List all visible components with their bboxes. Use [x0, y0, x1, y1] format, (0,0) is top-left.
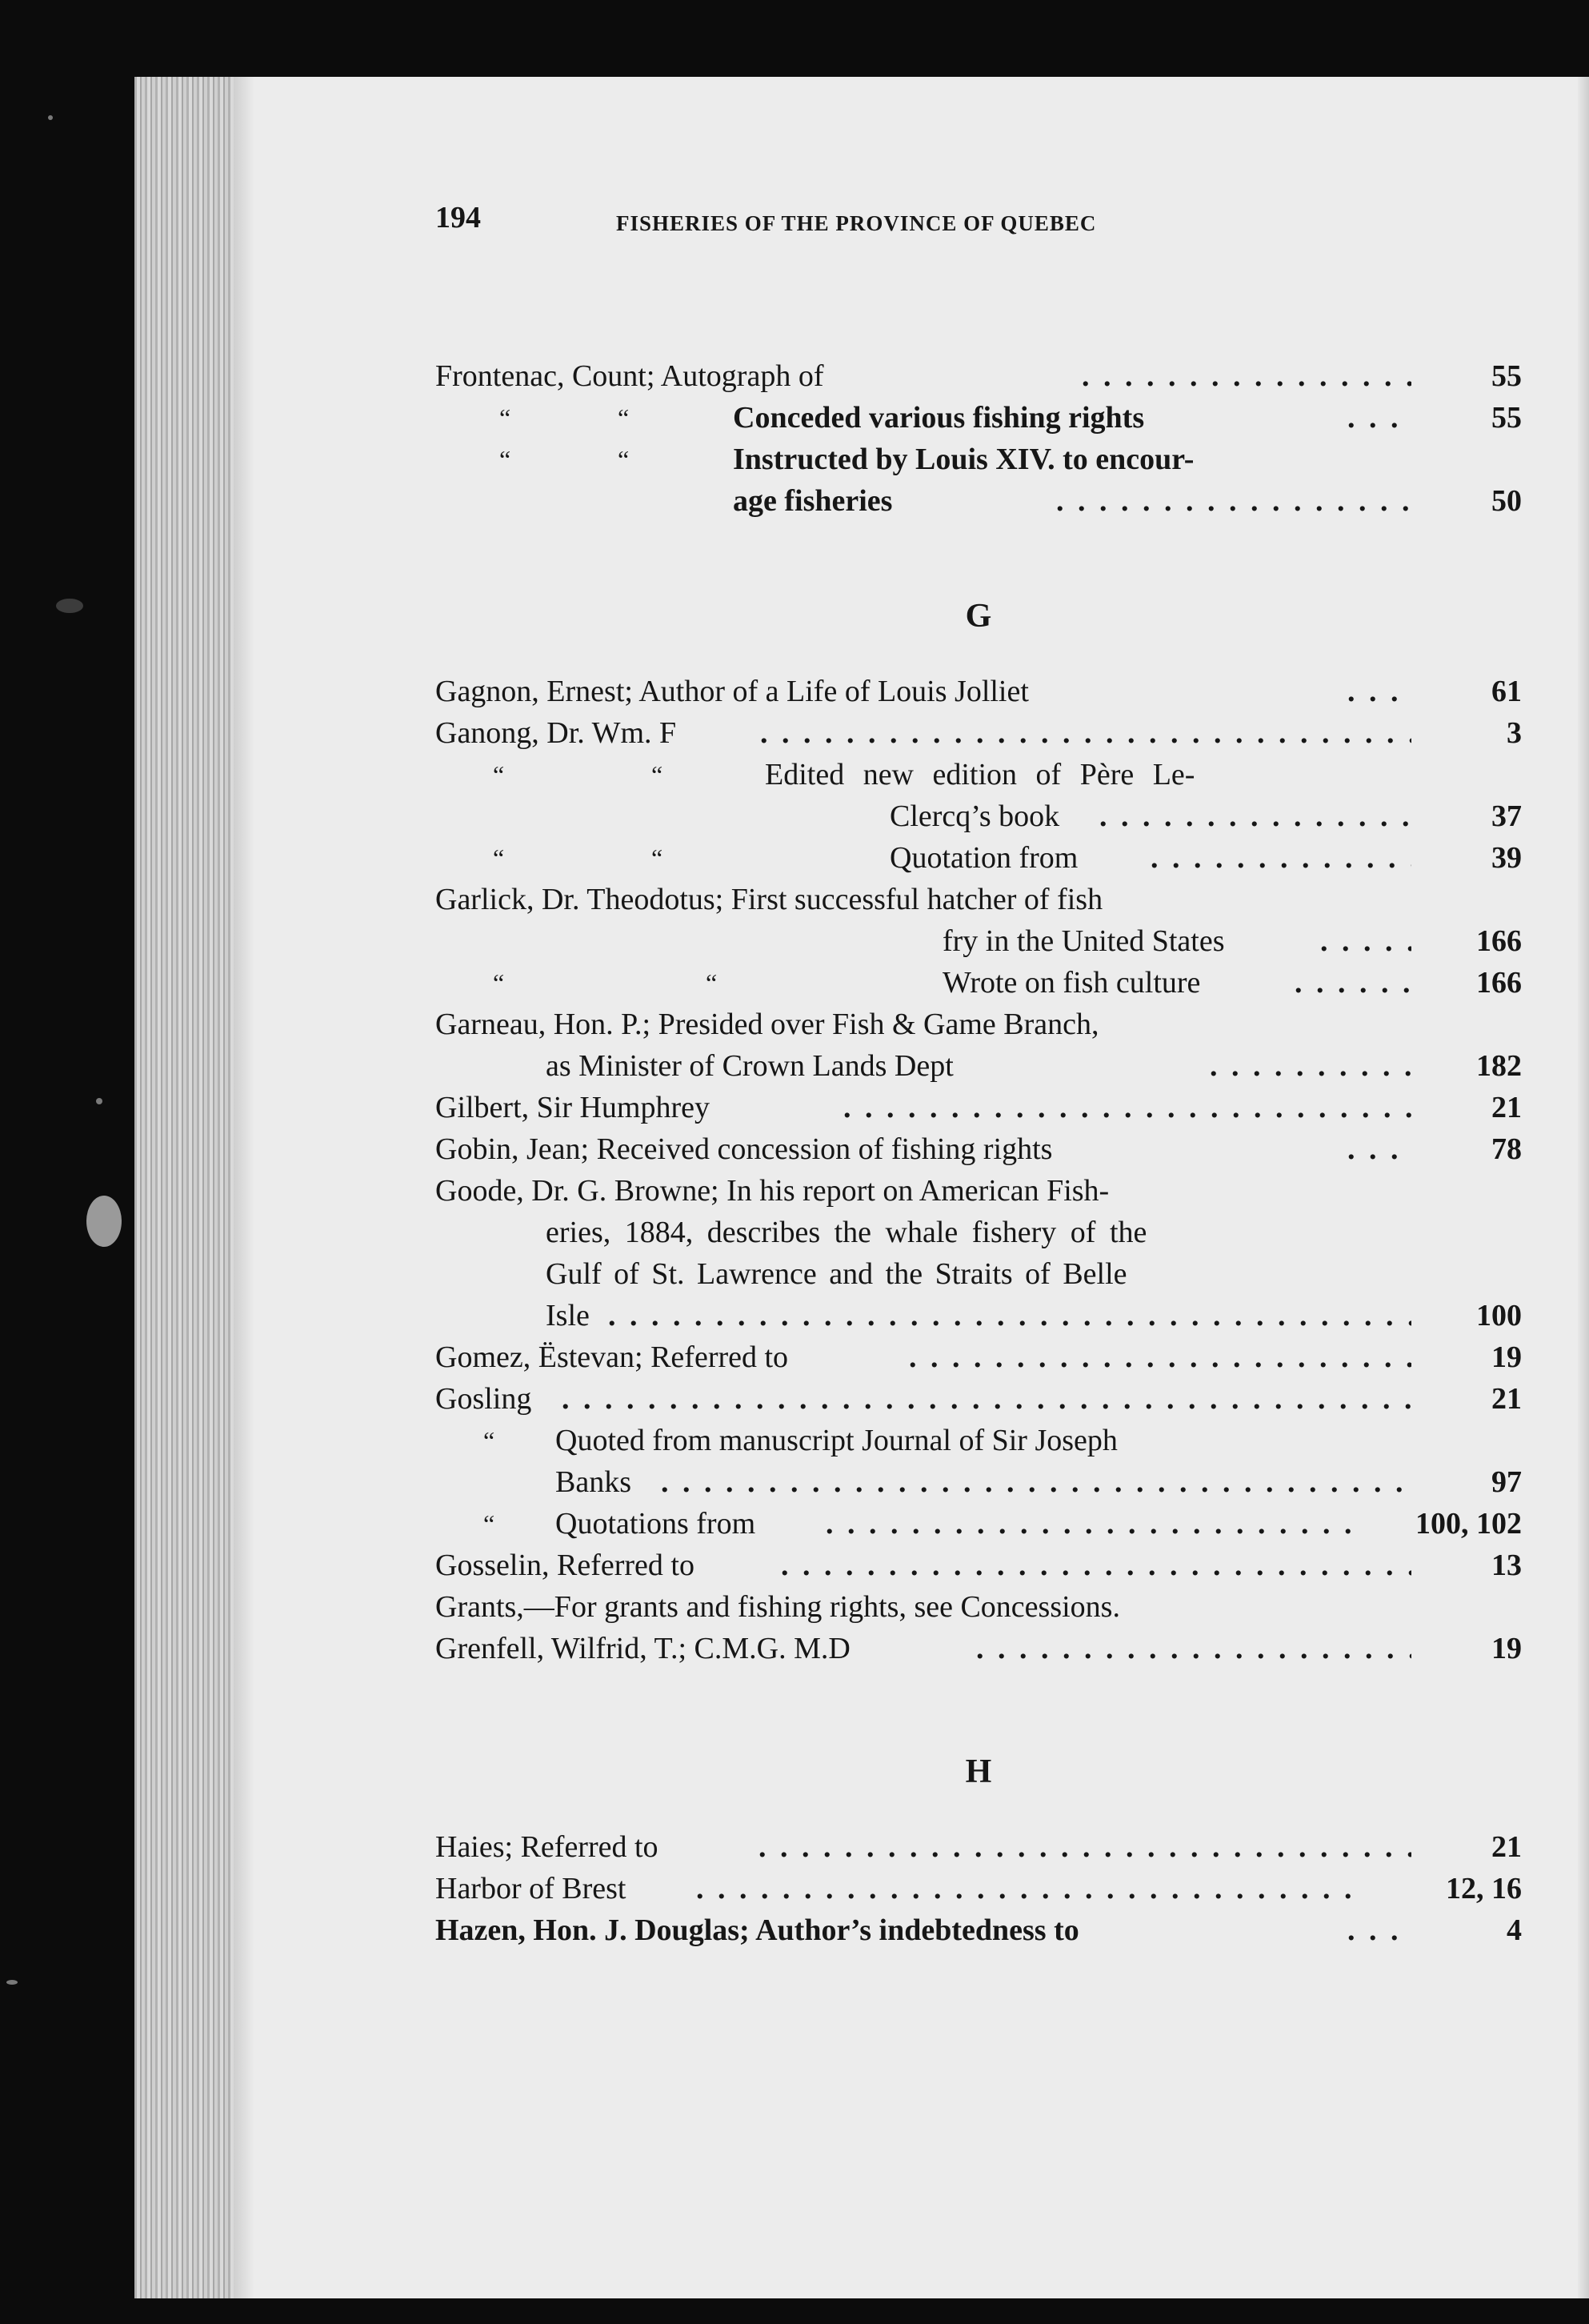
index-entry	[435, 1909, 1522, 1951]
page-ref: 4	[1507, 1913, 1522, 1947]
page-ref: 19	[1491, 1340, 1522, 1374]
page-number: 194	[435, 201, 481, 234]
index-subentry	[435, 1420, 1522, 1461]
index-entry	[435, 1170, 1522, 1212]
index-subentry	[435, 397, 1522, 439]
index-entry	[435, 1378, 1522, 1420]
running-head	[435, 200, 1403, 248]
entry-text: Quotation from	[890, 841, 1079, 875]
ditto-mark: “	[493, 843, 505, 872]
scan-speck	[96, 1098, 102, 1104]
leader-dots	[696, 1868, 1355, 1909]
leader-dots	[1347, 671, 1411, 712]
page-right-edge	[1578, 77, 1589, 2298]
entry-text: eries, 1884, describes the whale fishery of the	[546, 1216, 1147, 1249]
index-block-frontenac	[435, 355, 1522, 522]
index-entry	[435, 1586, 1522, 1628]
leader-dots	[1099, 795, 1411, 837]
entry-text: Isle	[546, 1299, 590, 1332]
entry-text: Grants,—For grants and fishing rights, see Concessions.	[435, 1590, 1120, 1624]
index-subentry	[435, 1503, 1522, 1545]
running-head-title: FISHERIES OF THE PROVINCE OF QUEBEC	[616, 211, 1097, 235]
page-ref: 37	[1491, 799, 1522, 833]
index-subentry	[435, 754, 1522, 795]
scan-speck	[86, 1196, 122, 1247]
index-subentry	[435, 837, 1522, 879]
scan-speck	[48, 115, 53, 120]
entry-text: Quotations from	[555, 1507, 756, 1541]
leader-dots	[760, 712, 1411, 754]
index-subentry-continued	[435, 1461, 1522, 1503]
leader-dots	[1210, 1045, 1411, 1087]
index-block-h	[435, 1826, 1522, 1951]
entry-text: Haies; Referred to	[435, 1830, 658, 1864]
page-ref: 3	[1507, 716, 1522, 750]
leader-dots	[826, 1503, 1352, 1545]
index-subentry	[435, 439, 1522, 480]
index-entry	[435, 1628, 1522, 1669]
leader-dots	[909, 1336, 1411, 1378]
entry-text: Instructed by Louis XIV. to encour-	[733, 443, 1195, 476]
ditto-mark: “	[483, 1509, 495, 1538]
entry-text: Goode, Dr. G. Browne; In his report on American Fish-	[435, 1174, 1110, 1208]
index-entry	[435, 712, 1522, 754]
index-block-g	[435, 671, 1522, 1669]
index-entry-continued	[435, 1212, 1522, 1253]
page-ref: 100	[1476, 1299, 1522, 1332]
index-entry-continued	[435, 1045, 1522, 1087]
leader-dots	[1347, 1909, 1411, 1951]
index-entry	[435, 671, 1522, 712]
leader-dots	[1056, 480, 1411, 522]
entry-text: Gilbert, Sir Humphrey	[435, 1091, 710, 1124]
index-subentry	[435, 962, 1522, 1004]
index-entry	[435, 1545, 1522, 1586]
section-letter-g: G	[965, 598, 992, 635]
entry-text: Frontenac, Count; Autograph of	[435, 359, 824, 393]
index-entry	[435, 1868, 1522, 1909]
entry-text: Ganong, Dr. Wm. F	[435, 716, 677, 750]
page-ref: 166	[1476, 924, 1522, 958]
leader-dots	[661, 1461, 1411, 1503]
ditto-mark: “	[493, 760, 505, 789]
entry-text: Edited new edition of Père Le-	[765, 758, 1195, 791]
page-ref: 182	[1476, 1049, 1522, 1083]
page-ref: 21	[1491, 1091, 1522, 1124]
entry-text: Banks	[555, 1465, 631, 1499]
index-entry	[435, 1087, 1522, 1128]
scan-speck	[6, 1980, 18, 1985]
leader-dots	[843, 1087, 1411, 1128]
page-ref: 55	[1491, 359, 1522, 393]
entry-text: Gagnon, Ernest; Author of a Life of Louis Jolliet	[435, 675, 1029, 708]
ditto-mark: “	[618, 445, 630, 474]
entry-text: Grenfell, Wilfrid, T.; C.M.G. M.D	[435, 1632, 851, 1665]
entry-text: Harbor of Brest	[435, 1872, 626, 1905]
entry-text: Garneau, Hon. P.; Presided over Fish & Game Branch,	[435, 1008, 1099, 1041]
entry-text: as Minister of Crown Lands Dept	[546, 1049, 954, 1083]
leader-dots	[1347, 1128, 1411, 1170]
leader-dots	[976, 1628, 1411, 1669]
ditto-mark: “	[651, 843, 663, 872]
index-entry	[435, 355, 1522, 397]
leader-dots	[1295, 962, 1411, 1004]
ditto-mark: “	[499, 445, 511, 474]
leader-dots	[1320, 920, 1411, 962]
index-subentry-continued	[435, 795, 1522, 837]
page-ref: 50	[1491, 484, 1522, 518]
page-ref: 19	[1491, 1632, 1522, 1665]
entry-text: fry in the United States	[943, 924, 1225, 958]
page-ref: 100, 102	[1415, 1507, 1522, 1541]
index-entry	[435, 1004, 1522, 1045]
page-ref: 55	[1491, 401, 1522, 435]
index-entry	[435, 1826, 1522, 1868]
gutter-shadow	[234, 77, 254, 2298]
page-stack-edge	[134, 77, 234, 2298]
page-ref: 21	[1491, 1382, 1522, 1416]
entry-text: Gomez, Ëstevan; Referred to	[435, 1340, 789, 1374]
entry-text: Gosselin, Referred to	[435, 1549, 694, 1582]
entry-text: Quoted from manuscript Journal of Sir Joseph	[555, 1424, 1118, 1457]
page-ref: 21	[1491, 1830, 1522, 1864]
ditto-mark: “	[618, 403, 630, 432]
leader-dots	[1082, 355, 1411, 397]
leader-dots	[562, 1378, 1411, 1420]
entry-text: Hazen, Hon. J. Douglas; Author’s indebtedness to	[435, 1913, 1079, 1947]
ditto-mark: “	[706, 968, 718, 997]
page-ref: 13	[1491, 1549, 1522, 1582]
index-subentry-continued	[435, 480, 1522, 522]
entry-text: Gosling	[435, 1382, 532, 1416]
entry-text: Conceded various fishing rights	[733, 401, 1145, 435]
page-ref: 12, 16	[1446, 1872, 1522, 1905]
page-ref: 61	[1491, 675, 1522, 708]
entry-text: age fisheries	[733, 484, 893, 518]
leader-dots	[758, 1826, 1411, 1868]
leader-dots	[608, 1295, 1411, 1336]
leader-dots	[1151, 837, 1411, 879]
entry-text: Wrote on fish culture	[943, 966, 1201, 1000]
leader-dots	[1347, 397, 1411, 439]
entry-text: Garlick, Dr. Theodotus; First successful hatcher of fish	[435, 883, 1103, 916]
ditto-mark: “	[499, 403, 511, 432]
page-ref: 97	[1491, 1465, 1522, 1499]
index-entry-continued	[435, 1295, 1522, 1336]
scan-speck	[56, 599, 83, 613]
index-entry-continued	[435, 920, 1522, 962]
ditto-mark: “	[651, 760, 663, 789]
index-entry	[435, 1336, 1522, 1378]
index-entry	[435, 1128, 1522, 1170]
index-entry-continued	[435, 1253, 1522, 1295]
entry-text: Gulf of St. Lawrence and the Straits of Belle	[546, 1257, 1127, 1291]
section-letter-h: H	[965, 1753, 992, 1790]
ditto-mark: “	[493, 968, 505, 997]
ditto-mark: “	[483, 1426, 495, 1455]
entry-text: Gobin, Jean; Received concession of fishing rights	[435, 1132, 1053, 1166]
leader-dots	[781, 1545, 1411, 1586]
page-ref: 166	[1476, 966, 1522, 1000]
index-entry	[435, 879, 1522, 920]
page-ref: 39	[1491, 841, 1522, 875]
page-ref: 78	[1491, 1132, 1522, 1166]
entry-text: Clercq’s book	[890, 799, 1060, 833]
